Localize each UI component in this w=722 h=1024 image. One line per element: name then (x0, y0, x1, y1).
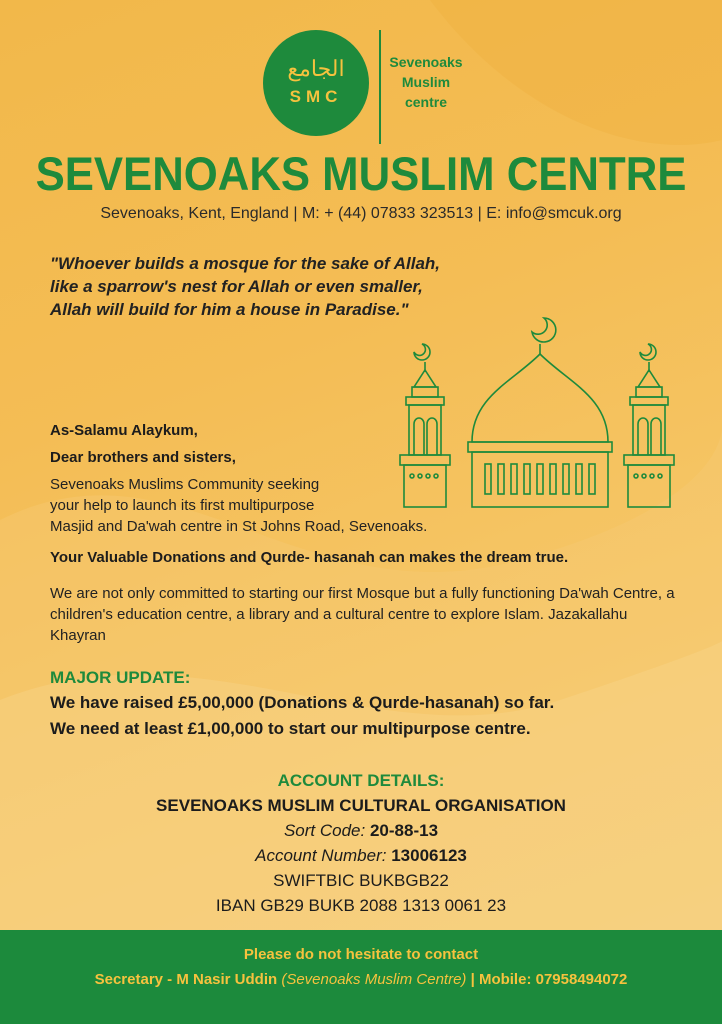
account-number-value: 13006123 (391, 846, 467, 865)
sort-code-label: Sort Code: (283, 821, 366, 840)
update-raised: We have raised £5,00,000 (Donations & Qurde-hasanah) so far. (50, 693, 555, 712)
account-number-row (0, 843, 722, 868)
quote-line: "Whoever builds a mosque for the sake of Allah, (50, 254, 441, 273)
commitment-paragraph: We are not only committed to starting our first Mosque but a fully functioning Da'wah Centre, a children's education centre, a library and a cultural centre to explore Islam. Jazakallahu Khayran (50, 585, 675, 644)
account-org: SEVENOAKS MUSLIM CULTURAL ORGANISATION (156, 796, 566, 815)
footer-contact-prompt: Please do not hesitate to contact (243, 946, 479, 963)
intro-paragraph (50, 474, 490, 537)
quote-line: like a sparrow's nest for Allah or even smaller, (50, 277, 423, 296)
donation-appeal: Your Valuable Donations and Qurde- hasanah can makes the dream true. (50, 549, 569, 566)
intro-line: Sevenoaks Muslims Community seeking (50, 476, 320, 493)
logo-text-line: Sevenoaks (389, 54, 463, 70)
arabic-calligraphy: الجامع (287, 57, 345, 82)
secretary-name: Secretary - M Nasir Uddin (94, 971, 278, 988)
sort-code-value: 20-88-13 (369, 821, 439, 840)
logo-text-line: centre (404, 94, 448, 110)
swift-code: SWIFTBIC BUKBGB22 (273, 871, 449, 890)
hadith-quote (50, 252, 490, 321)
iban: IBAN GB29 BUKB 2088 1313 0061 23 (215, 896, 507, 915)
sort-code-row (0, 818, 722, 843)
update-heading: MAJOR UPDATE: (50, 668, 191, 687)
account-heading: ACCOUNT DETAILS: (277, 771, 445, 790)
update-needed: We need at least £1,00,000 to start our multipurpose centre. (50, 719, 531, 738)
footer-banner (0, 930, 722, 1024)
quote-line: Allah will build for him a house in Paradise." (50, 300, 409, 319)
intro-line: Masjid and Da'wah centre in St Johns Road, Sevenoaks. (50, 518, 428, 535)
contact-info: Sevenoaks, Kent, England | M: + (44) 07833 323513 | E: info@smcuk.org (100, 205, 622, 222)
account-number-label: Account Number: (255, 846, 387, 865)
account-details (0, 768, 722, 918)
secretary-org: (Sevenoaks Muslim Centre) (281, 971, 467, 988)
greeting: As-Salamu Alaykum, (50, 422, 198, 439)
footer-contact-line (0, 971, 722, 988)
logo-abbreviation: SMC (289, 87, 343, 106)
logo-text (385, 52, 467, 112)
logo-text-line: Muslim (401, 74, 451, 90)
secretary-mobile: | Mobile: 07958494072 (470, 971, 628, 988)
logo-divider (379, 30, 381, 144)
page-title: SEVENOAKS MUSLIM CENTRE (35, 147, 687, 200)
intro-line: your help to launch its first multipurpose (50, 497, 315, 514)
salutation: Dear brothers and sisters, (50, 449, 236, 466)
smc-logo (263, 30, 369, 136)
